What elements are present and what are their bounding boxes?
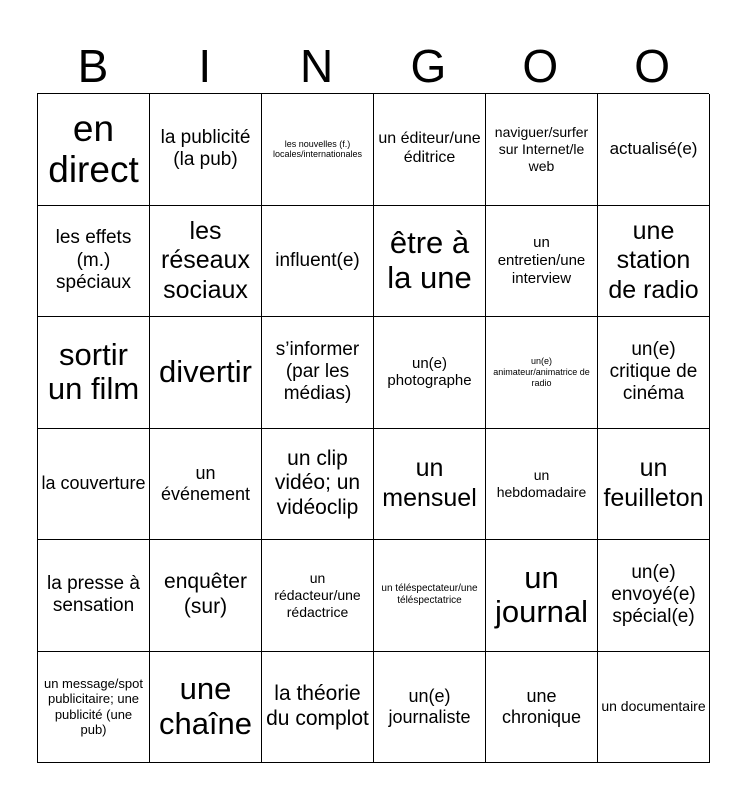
bingo-cell[interactable]: influent(e)	[262, 206, 374, 318]
header-letter-b: B	[77, 40, 109, 92]
bingo-cell[interactable]: un journal	[486, 540, 598, 652]
bingo-cell[interactable]: la couverture	[38, 429, 150, 541]
bingo-cell[interactable]: une station de radio	[598, 206, 710, 318]
bingo-cell[interactable]: un message/spot publicitaire; une publicité (une pub)	[38, 652, 150, 764]
bingo-cell[interactable]: une chronique	[486, 652, 598, 764]
bingo-cell[interactable]: les effets (m.) spéciaux	[38, 206, 150, 318]
bingo-cell[interactable]: les nouvelles (f.) locales/internationales	[262, 94, 374, 206]
bingo-cell[interactable]: un(e) critique de cinéma	[598, 317, 710, 429]
header-letter-g: G	[410, 40, 447, 92]
bingo-cell[interactable]: un(e) photographe	[374, 317, 486, 429]
bingo-cell[interactable]: un rédacteur/une rédactrice	[262, 540, 374, 652]
bingo-cell[interactable]: un éditeur/une éditrice	[374, 94, 486, 206]
bingo-cell[interactable]: naviguer/surfer sur Internet/le web	[486, 94, 598, 206]
bingo-cell[interactable]: s’informer (par les médias)	[262, 317, 374, 429]
bingo-header	[37, 38, 708, 94]
header-letter-o-2: O	[634, 40, 670, 92]
header-letter-o: O	[522, 40, 559, 92]
bingo-cell[interactable]: en direct	[38, 94, 150, 206]
bingo-cell[interactable]: un mensuel	[374, 429, 486, 541]
bingo-cell[interactable]: les réseaux sociaux	[150, 206, 262, 318]
bingo-cell[interactable]: un documentaire	[598, 652, 710, 764]
bingo-cell[interactable]: être à la une	[374, 206, 486, 318]
bingo-cell[interactable]: un téléspectateur/une téléspectatrice	[374, 540, 486, 652]
bingo-cell[interactable]: une chaîne	[150, 652, 262, 764]
bingo-cell[interactable]: la théorie du complot	[262, 652, 374, 764]
bingo-cell[interactable]: un(e) journaliste	[374, 652, 486, 764]
bingo-cell[interactable]: actualisé(e)	[598, 94, 710, 206]
bingo-cell[interactable]: un(e) envoyé(e) spécial(e)	[598, 540, 710, 652]
bingo-cell[interactable]: sortir un film	[38, 317, 150, 429]
bingo-cell[interactable]: un(e) animateur/animatrice de radio	[486, 317, 598, 429]
header-letter-i: I	[198, 40, 212, 92]
bingo-cell[interactable]: un hebdomadaire	[486, 429, 598, 541]
bingo-cell[interactable]: la publicité (la pub)	[150, 94, 262, 206]
bingo-cell[interactable]: un feuilleton	[598, 429, 710, 541]
bingo-cell[interactable]: un événement	[150, 429, 262, 541]
header-letter-n: N	[299, 40, 334, 92]
bingo-card-grid	[37, 93, 709, 763]
bingo-cell[interactable]: enquêter (sur)	[150, 540, 262, 652]
bingo-cell[interactable]: divertir	[150, 317, 262, 429]
bingo-cell[interactable]: la presse à sensation	[38, 540, 150, 652]
bingo-cell[interactable]: un entretien/une interview	[486, 206, 598, 318]
bingo-cell[interactable]: un clip vidéo; un vidéoclip	[262, 429, 374, 541]
